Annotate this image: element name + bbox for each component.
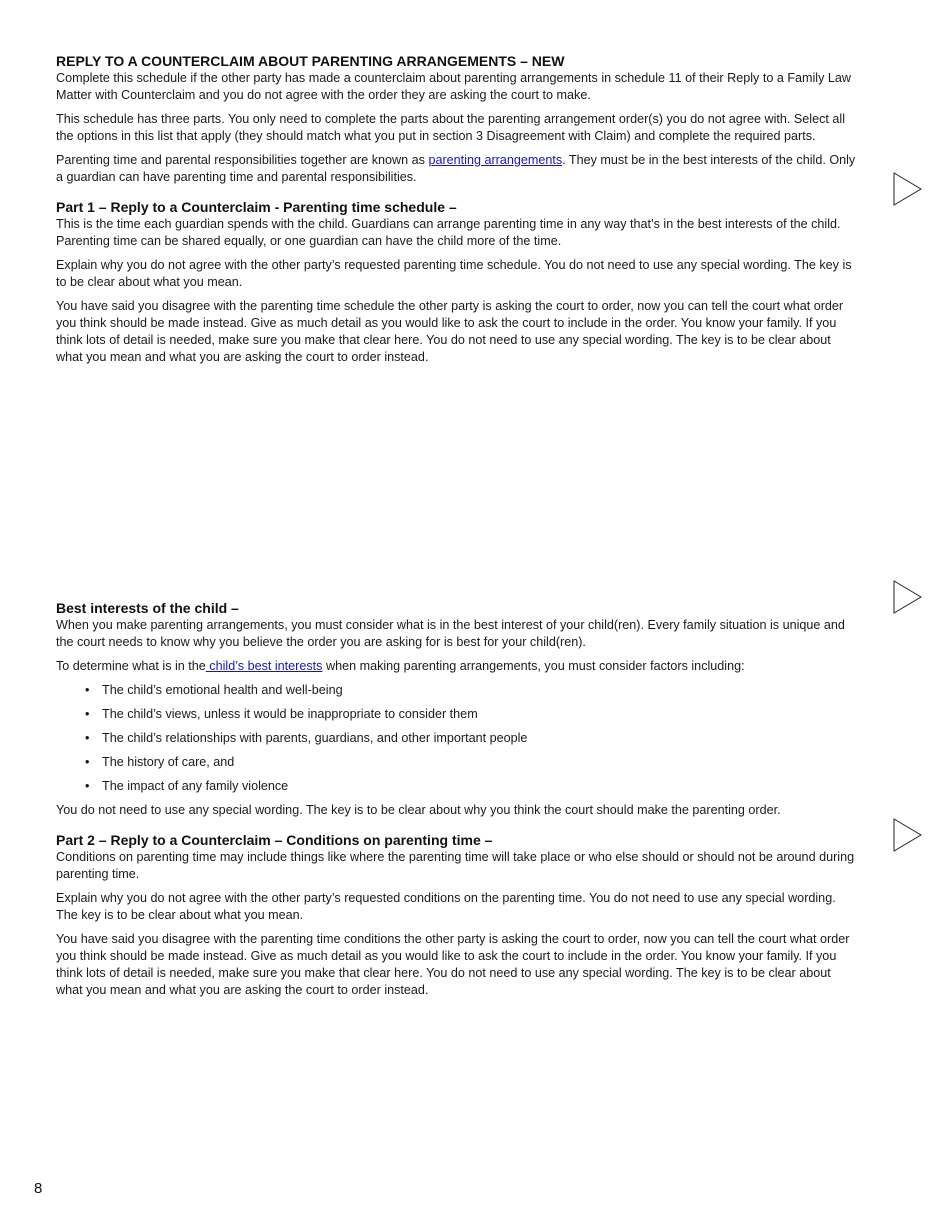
play-arrow-icon[interactable] xyxy=(893,580,923,614)
list-item: • The child’s relationships with parents, guardians, and other important people xyxy=(102,730,856,747)
part-2-paragraph-2: Explain why you do not agree with the other party’s requested conditions on the parenting time. You do not need to use any special wording. The key is to be clear about what you mean. xyxy=(56,891,836,922)
intro-paragraph-2: This schedule has three parts. You only need to complete the parts about the parenting arrangement order(s) you do not agree with. Select all the options in this list that apply (they should match what you put in section 3 Disagreement with Claim) and complete the required parts. xyxy=(56,112,845,143)
list-item: • The impact of any family violence xyxy=(102,778,856,795)
factors-list xyxy=(56,682,856,795)
page-number: 8 xyxy=(34,1180,43,1197)
page-title: REPLY TO A COUNTERCLAIM ABOUT PARENTING ARRANGEMENTS – NEW xyxy=(56,53,565,69)
best-text-after: when making parenting arrangements, you must consider factors including: xyxy=(322,659,745,673)
part-1-paragraph-3: You have said you disagree with the parenting time schedule the other party is asking the court to order, now you can tell the court what order you think should be made instead. Give as much detail as you would like to ask the court to include in the order. You know your family. If you think lots of detail is needed, make sure you make that clear here. You do not need to use any special wording. The key is to be clear about what you mean and what you are asking the court to order instead. xyxy=(56,299,844,364)
best-interests-paragraph-2 xyxy=(56,658,856,675)
part-2-title: Part 2 – Reply to a Counterclaim – Conditions on parenting time – xyxy=(56,832,493,848)
intro-paragraph-1: Complete this schedule if the other party has made a counterclaim about parenting arrangements in schedule 11 of their Reply to a Family Law Matter with Counterclaim and you do not agree with the order they are asking the court to make. xyxy=(56,71,852,102)
document-page xyxy=(56,52,856,1006)
best-text-before: To determine what is in the xyxy=(56,659,206,673)
parenting-arrangements-link[interactable]: parenting arrangements xyxy=(428,153,563,167)
play-arrow-icon[interactable] xyxy=(893,172,923,206)
intro-text-after: . They must be in the best interests of the child. Only a guardian can have parenting time and parental responsibilities. xyxy=(56,153,856,184)
part-1-title: Part 1 – Reply to a Counterclaim - Parenting time schedule – xyxy=(56,199,457,215)
play-arrow-icon[interactable] xyxy=(893,818,923,852)
list-item: • The child’s views, unless it would be inappropriate to consider them xyxy=(102,706,856,723)
best-interests-title: Best interests of the child – xyxy=(56,600,239,616)
list-item: • The child’s emotional health and well-being xyxy=(102,682,856,699)
best-interests-section xyxy=(56,599,856,819)
childs-best-interests-link[interactable]: child’s best interests xyxy=(205,659,323,673)
part-2-paragraph-3: You have said you disagree with the parenting time conditions the other party is asking the court to order, now you can tell the court what order you think should be made instead. Give as much detail as you would like to ask the court to include in the order. You know your family. If you think lots of detail is needed, make sure you make that clear here. You do not need to use any special wording. The key is to be clear about what you mean and what you are asking the court to order instead. xyxy=(56,932,850,997)
part-1-response-area xyxy=(56,373,856,595)
part-2-paragraph-1: Conditions on parenting time may include things like where the parenting time will take place or who else should or should not be around during parenting time. xyxy=(56,850,855,881)
intro-text-before: Parenting time and parental responsibilities together are known as xyxy=(56,153,429,167)
intro-paragraph-3 xyxy=(56,152,856,186)
list-item: • The history of care, and xyxy=(102,754,856,771)
best-interests-paragraph-3: You do not need to use any special wording. The key is to be clear about why you think the court should make the parenting order. xyxy=(56,803,781,817)
part-1-paragraph-1: This is the time each guardian spends with the child. Guardians can arrange parenting time in any way that’s in the best interests of the child. Parenting time can be shared equally, or one guardian can have the child more of the time. xyxy=(56,217,841,248)
part-2-section xyxy=(56,831,856,999)
best-interests-paragraph-1: When you make parenting arrangements, you must consider what is in the best interest of your child(ren). Every family situation is unique and the court needs to know why you believe the order you are asking for is best for your child(ren). xyxy=(56,618,845,649)
part-1-section xyxy=(56,198,856,366)
part-1-paragraph-2: Explain why you do not agree with the other party’s requested parenting time schedule. You do not need to use any special wording. The key is to be clear about what you mean. xyxy=(56,258,852,289)
